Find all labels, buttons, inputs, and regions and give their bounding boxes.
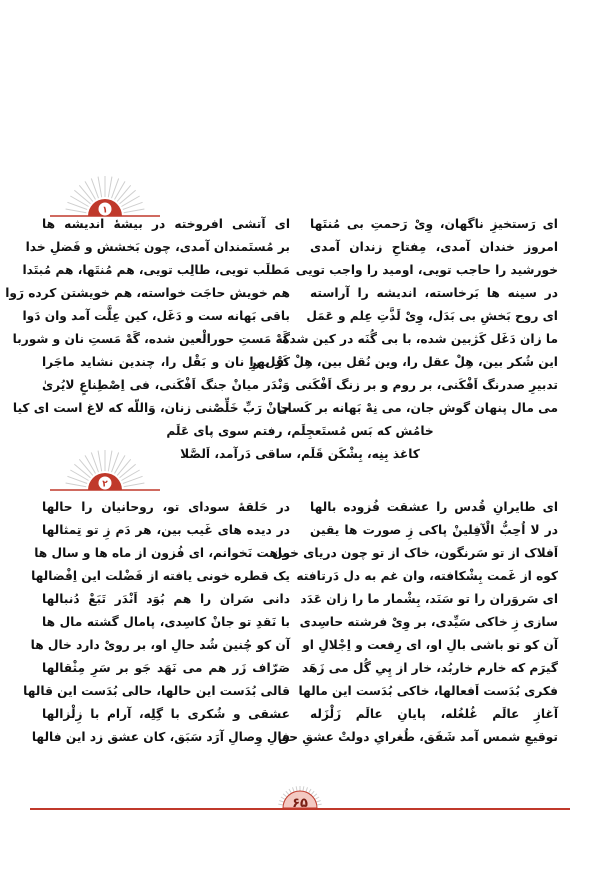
poem-column-right xyxy=(249,213,558,420)
page-number-badge xyxy=(277,788,323,814)
verse-line: کَزْ بهرِ نان و بَقْل را، چندین نشاید ماجَرا xyxy=(42,355,290,369)
verse-line: یک قطره خونی یافته از فَضْلت این اِفْضالها xyxy=(31,569,290,583)
verse-line: عشقی و شُکری با گِلِه، آرام با زِلْزالها xyxy=(42,707,290,721)
verse-line: ماهت نَخوانم، ای فُزون از ماه ها و سال ها xyxy=(34,546,290,560)
verse-line: در حَلقهٔ سودای تو، روحانیان را حالها xyxy=(42,500,290,514)
verse-line: توقیعِ شمس آمد شَفَق، طُغرایِ دولتْ عشقِ حق xyxy=(278,730,558,744)
ray-line xyxy=(123,202,143,209)
ray-line xyxy=(115,181,126,199)
verse-line: هم خویش حاجَت خواسته، هم خویشتن کرده رَوا xyxy=(5,286,290,300)
section-number: ٢ xyxy=(102,479,108,490)
ray-line xyxy=(67,202,87,209)
ray-line xyxy=(70,196,88,207)
ray-line xyxy=(123,476,143,483)
verse-line: تدبیرِ صدرنگ اَفْکَنی، بر روم و بر زنگ اَفْکَنی xyxy=(295,378,558,392)
ray-line xyxy=(91,178,98,198)
ray-line xyxy=(121,470,139,481)
ray-line xyxy=(124,483,145,487)
verse-line: امروز خندان آمدی، مِفتاحِ زندان آمدی xyxy=(310,240,558,254)
ray-line xyxy=(74,190,90,203)
verse-line: بر مُستَمندان آمدی، چون بَخشش و فَضلِ خدا xyxy=(25,240,290,254)
verse-line: دانی سَران را هم بُوَد اَنْدَر تَبَعْ دُنبالها xyxy=(42,592,290,606)
ray-line xyxy=(108,177,112,198)
ray-line xyxy=(98,177,102,198)
verse-line: خورشید را حاجب تویی، اومید را واجب تویی xyxy=(295,263,558,277)
ray-line xyxy=(117,185,130,201)
verse-line: صَرّاف زَر هم می نَهَد جَو بر سَرِ مِثْقالها xyxy=(42,661,290,675)
verse-line: می مال پنهان گوش جان، می نِهْ بَهانه بر کَسان xyxy=(277,401,558,415)
ray-line xyxy=(117,459,130,475)
verse-line: آن کو چُنین شُد حالِ او، بر رویْ دارد خال ها xyxy=(30,638,290,652)
ray-line xyxy=(85,181,96,199)
verse-line: ای رَستخیزِ ناگهان، وِیْ رَحمتِ بی مُنتَها xyxy=(310,217,558,231)
verse-line: با نَقدِ تو جانْ کاسِدی، پامال گشته مال ها xyxy=(42,615,290,629)
verse-line: در دیده های غَیب بین، هر دَم زِ تو تِمثالها xyxy=(42,523,290,537)
poem-column-right xyxy=(272,496,558,749)
verse-line: ما زان دَغَل کَژبین شده، با بی گُنَه در کین شده xyxy=(282,332,558,346)
section-number: ١ xyxy=(102,205,108,216)
ray-line xyxy=(66,483,87,487)
verse-line: کاغذ بِنِه، بِشْکَن قَلَم، ساقی دَرآمد، اَلصَّلا xyxy=(180,447,420,461)
verse-line: فالِ وِصالِ آرَد سَبَق، کان عشق زد این فالها xyxy=(31,730,290,744)
ray-line xyxy=(67,476,87,483)
ray-line xyxy=(79,459,92,475)
verse-line: ای آتشی افروخته در بیشهٔ اندیشه ها xyxy=(42,217,290,231)
ray-line xyxy=(74,464,90,477)
ray-line xyxy=(70,470,88,481)
verse-line: وَنْدَر میانْ جنگ اَفْکَنی، فی اِصْطِناعٍ لایُریٰ xyxy=(42,378,290,392)
verse-line: خامُش که بَس مُستَعجِلَم، رفتم سوی پای عَلَم xyxy=(166,424,434,438)
verse-line: فکری بُدَست اَفعالها، خاکی بُدَست این مالها xyxy=(298,684,558,698)
verse-line: باقی بَهانه ست و دَغَل، کین عِلَّت آمد وان دَوا xyxy=(22,309,290,323)
ray-line xyxy=(79,185,92,201)
ray-line xyxy=(121,196,139,207)
page-number: ۶۵ xyxy=(292,796,308,811)
verse-line: در لا اُحِبُّ الْآفِلینْ پاکی زِ صورت ها یقین xyxy=(310,523,558,537)
section-ornament-2 xyxy=(50,460,160,496)
verse-line: ای طایرانِ قُدس را عشقت فُزوده بالها xyxy=(310,500,558,514)
verse-line: قالی بُدَست این حالها، حالی بُدَست این قالها xyxy=(23,684,290,698)
verse-line: ای سَروَران را تو سَنَد، بِشْمار ما را زان عَدَد xyxy=(300,592,558,606)
verse-line: کوه از غَمت بِشْکافته، وان غم به دل دَرتافته xyxy=(296,569,558,583)
verse-line: گیرَم که خارم خاربُد، خار از پِیِ گُل می زَهَد xyxy=(302,661,558,675)
verse-line: اَفلاک از تو سَرنگون، خاک از تو چون دریای خون xyxy=(272,546,558,560)
verse-line: این شُکر بین، هِلْ عقل را، وین نُقل بین، هِلْ نَقل را xyxy=(249,355,558,369)
ray-line xyxy=(120,190,136,203)
verse-line: در سینه ها بَرخاسته، اندیشه را آراسته xyxy=(310,286,558,300)
poem-column-left xyxy=(5,213,290,420)
verse-line: گَهْ مَستِ حورالْعین شده، گَهْ مَستِ نان و شوربا xyxy=(12,332,290,346)
verse-line: آغازِ عالَم غُلغُله، پایانِ عالَم زَلْزَله xyxy=(310,707,558,721)
verse-line: سازی زِ خاکی سَیِّدی، بر وِیْ فرشته حاسِدی xyxy=(299,615,558,629)
ray-line xyxy=(120,464,136,477)
ray-line xyxy=(111,178,118,198)
poem-column-left xyxy=(23,496,290,749)
verse-line: مَطلَب تویی، طالِب تویی، هم مُنتَها، هم مُبتَدا xyxy=(22,263,290,277)
sunburst-ornament-icon xyxy=(50,460,160,496)
verse-line: جانْ رَبِّ خَلِّصْنی زنان، وَاللّه که لاغ است ای کیا xyxy=(12,401,290,415)
verse-line: ای روح بَخشِ بی بَدَل، وِیْ لَذَّتِ عِلم و عَمَل xyxy=(306,309,558,323)
verse-line: آن کو تو باشی بالِ او، ای رِفعت و اِجْلالِ او xyxy=(302,638,558,652)
